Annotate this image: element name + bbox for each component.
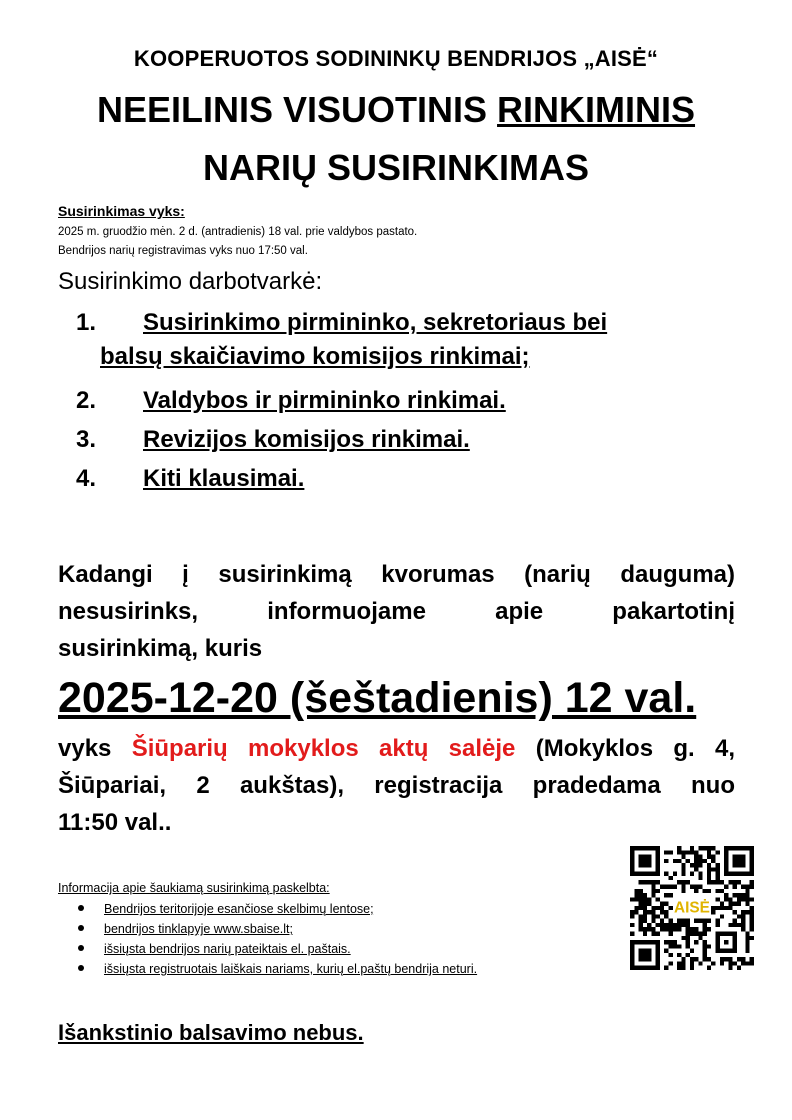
qr-code-icon [630,846,754,970]
notice-line: susirinkimą, kuris [58,635,263,662]
agenda-item-text: Kiti klausimai. [143,465,305,492]
notice-paragraph [58,556,735,667]
location-line: Šiūpariai, 2 aukštas), registracija pradedama nuo [58,772,735,799]
bullet-text: Bendrijos teritorijoje esančiose skelbimų lentose; [104,902,374,916]
location-line [58,730,735,767]
info-bullet [78,922,293,936]
location-venue: Šiūparių mokyklos aktų salėje [131,735,516,762]
bullet-icon [78,965,84,971]
bullet-text: išsiųsta registruotais laiškais nariams, kurių el.paštų bendrija neturi. [104,962,478,976]
info-heading: Informacija apie šaukiamą susirinkimą paskelbta: [58,881,330,895]
info-bullet [78,962,477,976]
agenda-item-number: 1. [76,309,97,336]
bullet-icon [78,925,84,931]
agenda-item-text: Revizijos komisijos rinkimai. [143,426,470,453]
meeting-when-label: Susirinkimas vyks: [58,203,185,219]
title-part1: NEEILINIS VISUOTINIS [96,89,498,130]
notice-line: nesusirinks, informuojame apie pakartotinį [58,598,735,625]
bullet-icon [78,945,84,951]
meeting-title-line2: NARIŲ SUSIRINKIMAS [202,147,589,188]
agenda-item-number: 3. [76,426,97,453]
info-bullet [78,902,374,916]
agenda-item-1-cont [100,340,530,374]
notice-line: Kadangi į susirinkimą kvorumas (narių dauguma) [58,561,735,588]
agenda-item-text: Susirinkimo pirmininko, sekretoriaus bei [143,309,608,336]
agenda-heading: Susirinkimo darbotvarkė: [58,268,323,295]
location-paragraph [58,730,735,841]
organization-title: KOOPERUOTOS SODININKŲ BENDRIJOS „AISĖ“ [133,46,659,71]
bullet-text: išsiųsta bendrijos narių pateiktais el. paštais. [104,942,351,956]
location-line: 11:50 val.. [58,809,172,836]
no-advance-voting-notice: Išankstinio balsavimo nebus. [58,1020,364,1045]
bullet-text: bendrijos tinklapyje www.sbaise.lt; [104,922,293,936]
title-part2-underlined: RINKIMINIS [497,89,696,130]
meeting-date-line: 2025 m. gruodžio mėn. 2 d. (antradienis) 18 val. prie valdybos pastato. [58,226,418,238]
meeting-title-line1 [0,88,792,132]
agenda-item-text: balsų skaičiavimo komisijos rinkimai; [100,343,530,370]
qr-logo-text: AISĖ [674,899,710,917]
repeat-meeting-date: 2025-12-20 (šeštadienis) 12 val. [58,674,697,722]
location-prefix: vyks [58,735,132,762]
location-address: (Mokyklos g. 4, [515,735,736,762]
registration-line: Bendrijos narių registravimas vyks nuo 17:50 val. [58,245,308,257]
agenda-item-number: 4. [76,465,97,492]
agenda-item-number: 2. [76,387,97,414]
agenda-item-text: Valdybos ir pirmininko rinkimai. [143,387,506,414]
bullet-icon [78,905,84,911]
info-bullet [78,942,351,956]
